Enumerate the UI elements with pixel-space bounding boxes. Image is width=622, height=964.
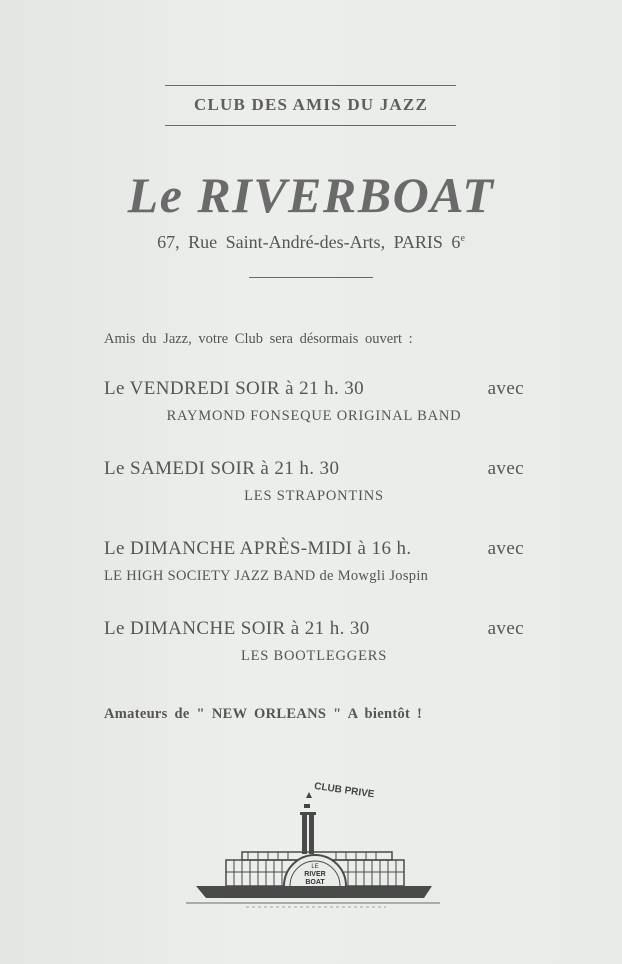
intro-text: Amis du Jazz, votre Club sera désormais ouvert : <box>104 331 413 347</box>
schedule-suffix: avec <box>487 458 524 479</box>
schedule-suffix: avec <box>487 618 524 639</box>
divider-rule <box>249 277 373 278</box>
schedule-band: RAYMOND FONSEQUE ORIGINAL BAND <box>166 408 462 424</box>
club-prive-sign: CLUB PRIVE <box>313 780 376 801</box>
schedule-day: Le SAMEDI SOIR à 21 h. 30 <box>104 458 340 479</box>
schedule-item <box>104 618 524 665</box>
address-superscript: e <box>460 233 465 244</box>
schedule-suffix: avec <box>487 378 524 399</box>
address-text: 67, Rue Saint-André-des-Arts, PARIS 6 <box>157 232 461 252</box>
boat-name-le: LE <box>311 864 319 870</box>
address <box>0 232 622 253</box>
schedule-item <box>104 458 524 505</box>
schedule-band: LES BOOTLEGGERS <box>240 648 388 664</box>
schedule-day: Le DIMANCHE SOIR à 21 h. 30 <box>104 618 370 639</box>
schedule-item <box>104 378 524 425</box>
boat-name-boat: BOAT <box>305 879 325 886</box>
schedule-day: Le VENDREDI SOIR à 21 h. 30 <box>104 378 365 399</box>
top-rule-lower <box>165 125 456 126</box>
club-name: CLUB DES AMIS DU JAZZ <box>194 95 428 114</box>
schedule-suffix: avec <box>487 538 524 559</box>
schedule-band: LES STRAPONTINS <box>244 488 384 504</box>
schedule-day: Le DIMANCHE APRÈS-MIDI à 16 h. <box>104 538 412 559</box>
page-title: Le RIVERBOAT <box>127 167 495 223</box>
closing-text: Amateurs de " NEW ORLEANS " A bientôt ! <box>104 706 423 722</box>
top-rule-upper <box>165 85 456 86</box>
schedule-band: LE HIGH SOCIETY JAZZ BAND de Mowgli Jospin <box>104 568 429 584</box>
riverboat-illustration <box>186 770 440 910</box>
schedule-item <box>104 538 524 585</box>
boat-name-river: RIVER <box>304 871 326 878</box>
